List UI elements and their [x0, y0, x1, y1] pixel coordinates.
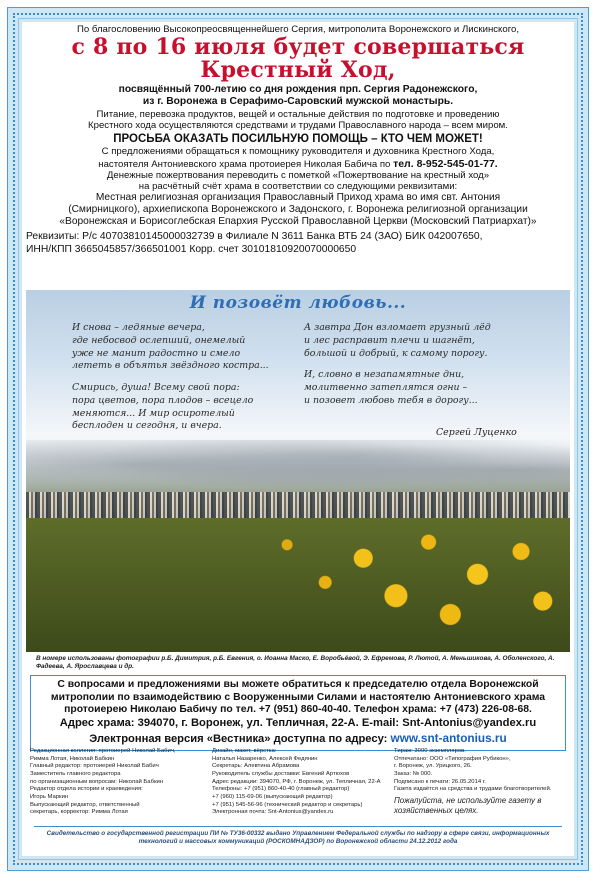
- imprint-line: Адрес редакции: 394070, РФ, г. Воронеж, ул. Тепличная, 22-А: [212, 778, 381, 785]
- poem-line: где небосвод ослепший, онемелый: [72, 334, 246, 346]
- imprint-column-design: [212, 748, 384, 817]
- poem-line: и позовет любовь тебя в дорогу...: [304, 394, 478, 406]
- imprint-line: Электронная почта: Snt-Antonius@yandex.ru: [212, 809, 334, 816]
- procession-crowd-image: [26, 492, 570, 520]
- poem-right-column: [304, 322, 544, 417]
- poem-line: молитвенно затеплятся огни –: [304, 382, 468, 394]
- imprint-line: секретарь, корректор: Римма Лотая: [30, 809, 128, 816]
- donation-line-2: на расчётный счёт храма в соответствии со следующими реквизитами:: [138, 181, 458, 193]
- poem-line: И, словно в незапамятные дни,: [304, 369, 465, 381]
- dedication-line-2: из г. Воронежа в Серафимо-Саровский мужской монастырь.: [142, 96, 454, 108]
- web-version-label: Электронная версия «Вестника» доступна по адресу:: [89, 732, 388, 745]
- help-appeal: ПРОСЬБА ОКАЗАТЬ ПОСИЛЬНУЮ ПОМОЩЬ – КТО ЧЕМ МОЖЕТ!: [113, 132, 483, 145]
- poem-photo-panel: [26, 290, 570, 652]
- poem-line: пора цветов, пора плодов – всецело: [72, 394, 254, 406]
- usage-note: Пожалуйста, не используйте газету в хозяйственных целях.: [394, 796, 542, 816]
- blessing-line: По благословению Высокопреосвященнейшего Сергия, митрополита Воронежского и Лискинского,: [77, 24, 519, 35]
- contact-box-line-1: С вопросами и предложениями вы можете обратиться к председателю отдела Воронежской: [57, 679, 539, 690]
- poem-line: уже не манит радостно и смело: [72, 347, 241, 359]
- poem-stanza: [304, 322, 544, 360]
- photo-credits: В номере использованы фотографии р.Б. Димитрия, р.Б. Евгения, о. Иоанна Маско, Е. Воробьёвой, Э. Ефремова, Р. Лютой, А. Меньшикова, А. Оболенского, А. Фадеева, А. Ярославцева и др.: [36, 655, 555, 671]
- poem-left-column: [72, 322, 312, 442]
- imprint-line: по организационным вопросам: Николай Бабкин: [30, 778, 164, 785]
- imprint-column-print: [394, 748, 566, 817]
- imprint-line: Газета издаётся на средства и трудами благотворителей.: [394, 786, 552, 793]
- imprint-line: Подписано к печати: 26.05.2014 г.: [394, 778, 486, 785]
- contact-line-2: [26, 158, 570, 170]
- imprint-line: Главный редактор: протоиерей Николай Бабич: [30, 763, 159, 770]
- imprint-line: Телефоны: +7 (951) 860-40-40 (главный редактор): [212, 786, 350, 793]
- imprint-line: Тираж: 3000 экземпляров.: [394, 748, 466, 754]
- procession-date-title: с 8 по 16 июля будет совершаться Крестный Ход,: [71, 34, 525, 84]
- contact-box-line-4: Адрес храма: 394070, г. Воронеж, ул. Тепличная, 22-А. E-mail: Snt-Antonius@yandex.ru: [59, 717, 537, 730]
- contact-box-line-3: протоиерею Николаю Бабичу по тел. +7 (951) 860-40-40. Телефон храма: +7 (473) 226-08-68.: [64, 704, 532, 716]
- org-line-1: Местная религиозная организация Православный Приход храма во имя свт. Антония: [95, 192, 501, 204]
- poem-title: И позовёт любовь...: [189, 293, 407, 313]
- donation-line-1: Денежные пожертвования переводить с пометкой «Пожертвование на крестный ход»: [106, 169, 490, 181]
- support-line-1: Питание, перевозка продуктов, вещей и остальные действия по подготовке и проведению: [96, 108, 500, 120]
- poem-line: большой и добрый, к самому порогу.: [304, 347, 488, 359]
- poem-stanza: [72, 322, 312, 373]
- imprint-line: Редакционная коллегия: протоиерей Николай Бабич,: [30, 748, 176, 754]
- imprint-line: г. Воронеж, ул. Урицкого, 26.: [394, 763, 472, 770]
- org-line-2: (Смирницкого), архиепископа Воронежского и Задонского, г. Воронежа религиозной организации: [68, 204, 528, 216]
- org-line-3: «Воронежская и Борисоглебская Епархия Русской Православной Церкви (Московский Патриархат)»: [59, 216, 537, 228]
- sunflower-field-image: [26, 518, 570, 652]
- imprint-line: Редактор отдела истории и краеведения:: [30, 786, 143, 793]
- contact-line-1: С предложениями обращаться к помощнику руководителя и духовника Крестного Хода,: [101, 146, 495, 158]
- imprint-line: Римма Лотая, Николай Бабкин: [30, 755, 115, 762]
- imprint-line: +7 (960) 115-69-06 (выпускающий редактор): [212, 794, 333, 801]
- imprint-line: Секретарь: Алевтина Абрамова: [212, 763, 300, 770]
- dedication-line-1: посвящённый 700-летию со дня рождения прп. Сергия Радонежского,: [118, 84, 478, 96]
- contact-box: [30, 675, 566, 751]
- imprint-column-editors: [30, 748, 202, 817]
- registration-certificate: Свидетельство о государственной регистрации ПИ № ТУ36-00332 выдано Управлением Федеральной службы по надзору в сфере связи, информационных технологий и массовых коммуникаций (РОСКОМНАДЗОР) по Воронежской области 24.12.2012 года: [34, 826, 562, 846]
- poem-stanza: [304, 369, 544, 407]
- poem-line: меняются... И мир осиротелый: [72, 407, 235, 419]
- contact-phone: тел. 8-952-545-01-77.: [393, 157, 498, 170]
- imprint-line: Отпечатано: ООО «Типография Рубикон»,: [394, 755, 511, 762]
- imprint-line: Заместитель главного редактора: [30, 771, 121, 778]
- poem-line: И снова – ледяные вечера,: [72, 322, 205, 333]
- imprint-line: Руководитель службы доставки: Евгений Артюхов: [212, 771, 350, 778]
- contact-box-line-2: митрополии по взаимодействию с Вооруженными Силами и настоятелю Антониевского храма: [50, 691, 546, 703]
- poem-line: Смирись, душа! Всему свой пора:: [72, 382, 240, 394]
- poem-author: Сергей Луценко: [436, 427, 517, 438]
- sky-clouds-image: [26, 440, 570, 500]
- imprint-line: Игорь Маркин: [30, 794, 69, 801]
- imprint-line: Выпускающий редактор, ответственный: [30, 801, 140, 808]
- imprint-line: +7 (951) 545-56-96 (технический редактор и секретарь): [212, 801, 363, 808]
- imprint-line: Заказ: № 000.: [394, 771, 433, 778]
- imprint-line: Наталья Назаренко, Алексей Федянин: [212, 755, 318, 762]
- poem-stanza: [72, 382, 312, 433]
- announcement-block: [26, 24, 570, 257]
- bank-details-line-2: ИНН/КПП 3665045857/366501001 Корр. счет 30101810920070000650: [26, 244, 357, 256]
- contact-box-line-5: [37, 731, 559, 747]
- imprint: [30, 748, 566, 817]
- imprint-line: Дизайн, макет, вёрстка:: [212, 748, 277, 754]
- website-link[interactable]: www.snt-antonius.ru: [390, 730, 507, 745]
- support-line-2: Крестного хода осуществляются средствами и трудами Православного народа – всем миром.: [88, 119, 508, 131]
- poem-line: А завтра Дон взломает грузный лёд: [304, 322, 491, 333]
- poem-line: бесплоден и сегодня, и вчера.: [72, 420, 222, 432]
- poem-line: и лес расправит плечи и шагнёт,: [304, 334, 475, 346]
- bank-details-line-1: Реквизиты: Р/с 40703810145000032739 в Филиале N 3611 Банка ВТБ 24 (ЗАО) БИК 042007650,: [26, 231, 483, 243]
- contact-text: настоятеля Антониевского храма протоиерея Николая Бабича по: [98, 158, 391, 170]
- poem-line: лететь в объятья звёздного костра...: [72, 360, 269, 372]
